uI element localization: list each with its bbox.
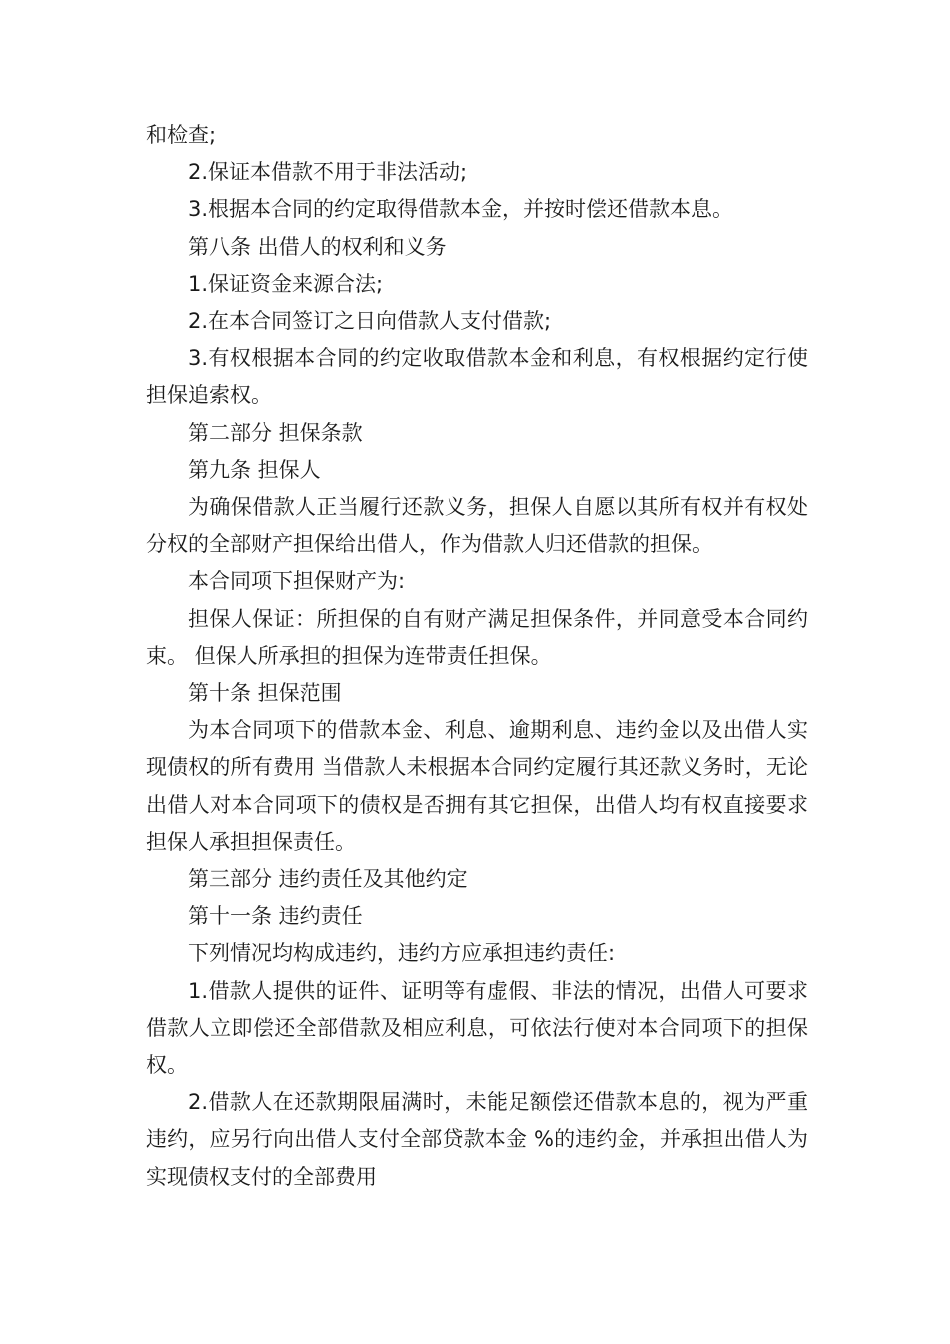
paragraph-breach-2: 2.借款人在还款期限届满时，未能足额偿还借款本息的，视为严重违约，应另行向出借人支付全部贷款本金 %的违约金，并承担出借人为实现债权支付的全部费用 [146,1090,808,1189]
paragraph-borrower-duty-3: 3.根据本合同的约定取得借款本金，并按时偿还借款本息。 [188,197,734,222]
paragraph-borrower-duty-2: 2.保证本借款不用于非法活动; [188,160,468,185]
paragraph-guarantee-property: 本合同项下担保财产为: [188,569,406,594]
paragraph-guarantee-scope: 为本合同项下的借款本金、利息、逾期利息、违约金以及出借人实现债权的所有费用 当借款人未根据本合同约定履行其还款义务时，无论出借人对本合同项下的债权是否拥有其它担保，出借人均有权直接要求担保人承担担保责任。 [146,718,808,854]
paragraph-continuation: 和检查; [146,123,217,147]
paragraph-lender-duty-3: 3.有权根据本合同的约定收取借款本金和利息，有权根据约定行使担保追索权。 [146,346,808,408]
paragraph-lender-duty-2: 2.在本合同签订之日向借款人支付借款; [188,309,552,334]
part-3-heading: 第三部分 违约责任及其他约定 [188,867,468,892]
part-2-heading: 第二部分 担保条款 [188,420,363,445]
article-8-heading: 第八条 出借人的权利和义务 [188,234,447,259]
paragraph-guarantor-intro: 为确保借款人正当履行还款义务，担保人自愿以其所有权并有权处分权的全部财产担保给出借人，作为借款人归还借款的担保。 [146,495,808,557]
article-9-heading: 第九条 担保人 [188,457,321,482]
paragraph-guarantor-assurance: 担保人保证：所担保的自有财产满足担保条件，并同意受本合同约束。 但保人所承担的担保为连带责任担保。 [146,606,808,668]
article-11-heading: 第十一条 违约责任 [188,904,363,929]
article-10-heading: 第十条 担保范围 [188,681,342,706]
document-body [146,117,808,1196]
paragraph-lender-duty-1: 1.保证资金来源合法; [188,271,384,296]
paragraph-breach-1: 1.借款人提供的证件、证明等有虚假、非法的情况，出借人可要求借款人立即偿还全部借款及相应利息，可依法行使对本合同项下的担保权。 [146,978,808,1078]
paragraph-breach-intro: 下列情况均构成违约，违约方应承担违约责任: [188,941,616,966]
